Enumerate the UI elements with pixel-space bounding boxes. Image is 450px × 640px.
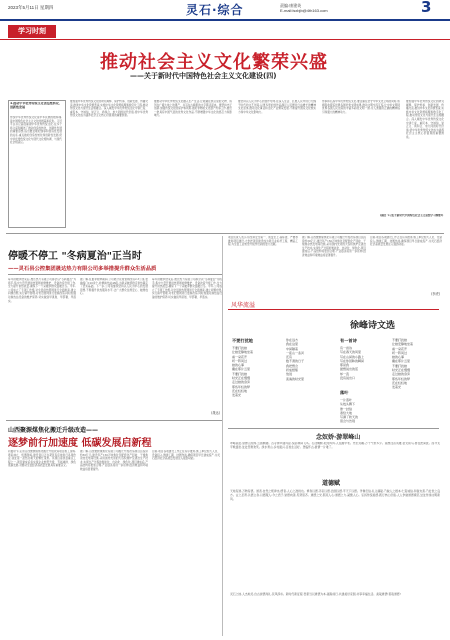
essay3-text: 灵石之地,人杰地灵,自古崇德尚礼,民风淳朴。新时代新征程,吾辈当以道德为本,砥砺前行,共建美好家园,共享幸福生活。美哉道德!善哉道德! (230, 592, 401, 596)
article2-signature: (晟达) (211, 411, 220, 415)
poem2-text: 有一首诗 写在春天的风里 写在山间的小路上 写在你回眸的瞬间 那是我 最想说出的话 却一直 没有说出口 (340, 346, 365, 381)
main-subheadline: ——关于新时代中国特色社会主义文化建设(四) (130, 72, 277, 80)
issue-date: 2023年5月11日 星期四 (8, 5, 54, 10)
main-col-4: 要坚持以人民为中心的创作导向,在深入生活、扎根人民中进行无愧于时代的文艺创造,以更多更好的作品满足人民群众日益增长的精神文化需求,推动文化事业和文化产业繁荣发展,不断提升国家文化软实力和中华文化影响力。 (238, 100, 316, 114)
main-col-5: 传承和弘扬中华优秀传统文化,要注重在坚守中华文化立场的同时,积极吸收借鉴世界各国优秀文明成果,推动文明交流互鉴,让中华文明同世界各国人民创造的丰富多彩的文明一道,为人类提供正确的精神指引和强大的精神动力。 (322, 100, 400, 114)
article3-col-5: 据了解,山西聚源煤焦化有限公司搬迁升级改造项目总投资约30亿元,建设年产150万吨焦化及配套化产回收、干熄焦余热发电等设施,采用国内先进的大容积焦炉及清洁生产技术,实现生产过程的智能化、自动化、绿色化,项目建成后,产品结构将更加合理,产业链条将进一步延伸,经济效益和环境效益将显著提升。 (302, 236, 366, 257)
main-col-2: 要加强中华优秀传统文化的研究阐释、保护传承、创新发展、传播交流,推进中华文化资源普查,实施中华文化资源梳理和数字化工程,推动传统文化与现代生活相融合。深入阐发中华优秀传统文化中讲仁爱、重民本、守诚信、崇正义、尚和合、求大同的时代价值,使中华优秀传统文化成为涵养社会主义核心价值观的重要源泉。 (70, 100, 148, 118)
poem3-text: 一片落叶 从枝头飘下 像一封信 寄给大地 写满了秋天的 思念与告别 (340, 398, 359, 424)
poem2-title: 有一首诗 (340, 338, 357, 343)
article2-divider (6, 420, 222, 421)
main-col-3: 要推动中华优秀传统文化融入生产生活,让收藏在禁宫里的文物、陈列在广阔大地上的遗产、书写在古籍里的文字都活起来。要坚持守正创新,加强传统文化的保护和利用,做好非物质文化遗产传承工作,推出一批具有中国气派的优秀文化作品,不断增强中华文化的感召力和影响力。 (154, 100, 232, 118)
article2-subtitle: ——灵石县公控集团晟达热力有限公司多举措提升群众生活品质 (8, 266, 157, 272)
article3-signature: (李虎) (431, 292, 440, 296)
poem2-continued: 不要打扰她 让她安静地坐着 看一朵花开 听一阵风过 她的心事 藏在那片云里 不要打扰她 时光正在慢慢 走过她的身旁 那些年轻的梦 还在轻轻地 发着光 (392, 338, 414, 390)
essay-title: 念奴娇·游翠峰山 (316, 434, 361, 441)
article3-col-1: 初夏时节,走进山西聚源煤焦化搬迁升级改造项目施工现场,塔吊林立、机器轰鸣,建设者们正在紧张有序地进行各项作业,到处是一派热火朝天的繁忙景象。该项目是我县重点工程之一,项目建成后将实现企业转型升级、节能减排、绿色低碳发展,对推动全县经济高质量发展具有重要意义。 (8, 450, 76, 468)
article2-col-3: 每年供暖季结束后,晟达热力有限公司都会以"冬病夏治"为抓手,集中力量开展供热管网检修维护、设备改造升级工作,全力提升供热质量,确保下一个采暖季群众温暖过冬。今年,公司成立了专项工作组,对全县供热管网进行全面排查,建立问题台账,实行销号管理,对老旧管网进行更换改造,同时加强对换热站设备的维护保养,切实做到早谋划、早部署、早落实。 (152, 278, 222, 299)
lead-box-title: 4.推动中华优秀传统文化创造性转化、创新性发展 (10, 102, 62, 109)
essay2-text: 天地有道,万物有德。道者,自然之规律也;德者,人心之准则也。修身以德,齐家以德,治国以德,平天下以德。孝悌忠信,礼义廉耻,乃做人之根本;仁爱诚信,和谐友善,乃处世之良方。古之圣贤,以德立身,以德服人;今之君子,崇德向善,见贤思齐。道德之光,照亮人心;道德之力,凝聚人心。弘扬传统美德,践行核心价值,人人争做道德模范,处处传递文明新风。 (230, 489, 440, 501)
poem1-title: 不要打扰她 (232, 338, 253, 343)
poem3-title: 落叶 (340, 390, 349, 395)
poem1-continued: 你在远方 我在这里 中间隔着 一座山一条河 还有 数不清的日子 我把想念 折成纸船 放进 流淌的时光里 (286, 338, 305, 381)
poem1-text: 不要打扰她 让她安静地坐着 看一朵花开 听一阵风过 她的心事 藏在那片云里 不要打扰她 时光正在慢慢 走过她的身旁 那些年轻的梦 还在轻轻地 发着光 (232, 346, 254, 398)
article3-col-2: 据了解,山西聚源煤焦化有限公司搬迁升级改造项目总投资约30亿元,建设年产150万吨焦化及配套化产回收、干熄焦余热发电等设施,采用国内先进的大容积焦炉及清洁生产技术,实现生产过程的智能化、自动化、绿色化,项目建成后,产品结构将更加合理,产业链条将进一步延伸,经济效益和环境效益将显著提升。 (80, 450, 148, 471)
poem-divider (228, 428, 439, 429)
article3-col-3: 目前,项目各项建设工作正在有序推进,施工单位加大人员、设备投入,倒排工期、挂图作战,确保项目早日建成投产,为灵石经济社会高质量发展注入强劲动能。 (152, 450, 220, 461)
tag-rule (0, 39, 450, 40)
editor-email: E-mail:lsxbjb@4th163.com (280, 8, 328, 13)
main-headline: 推动社会主义文化繁荣兴盛 (100, 52, 328, 73)
article3-col-6: 目前,项目各项建设工作正在有序推进,施工单位加大人员、设备投入,倒排工期、挂图作战,确保项目早日建成投产,为灵石经济社会高质量发展注入强劲动能。 (370, 236, 442, 247)
lead-box-body: 传统中华优秀传统文化是中华民族的根和魂,是中国特色社会主义文化的根基和底色。习近平总书记高度重视中华优秀传统文化,在多个场合深刻阐述了推动创造性转化、创新性发展的重要思想,指出要处理好继承和创造性发展的关系,重点做好创造性转化和创新性发展,使中华优秀传统文化与现代文化相协调、与现代社会相适应。 (10, 116, 62, 145)
section-divider (6, 233, 444, 234)
column-tag: 学习时刻 (8, 25, 56, 38)
editor-info (280, 3, 328, 13)
header-rule (0, 19, 450, 21)
main-source: (摘自《习近平新时代中国特色社会主义思想学习纲要》) (380, 214, 444, 217)
article3-col-4: 项目负责人表示,将坚持安全第一、质量至上,高标准、严要求推进项目建设,力争把项目建设成为同行业标杆工程、精品工程,为全县工业转型升级作出新的更大贡献。 (228, 236, 298, 247)
poem-collection-title: 徐峰诗文选 (350, 321, 396, 331)
page-number: 3 (421, 0, 432, 16)
essay-text: 翠峰高处,望群山连绵,云霞飘渺。古寺钟声随风起,惊起林间飞鸟。石径蜿蜒,松涛阵阵,人在画中老。凭栏远眺,万千气象多少。遥想往昔英雄,金戈铁马,曾在此间扰。而今太平歌盛世,处处笙歌欢笑。绿水青山,乡村振兴,百姓生活好。登临怀古,豪情一片难了。 (230, 442, 440, 449)
article2-col-2: 据了解,在夏季检修期间,公司累计完成管网改造2.3公里,更换阀门120余个,检修换热站46座,为新采暖季稳定供热奠定了坚实基础。下一步,公司将继续坚持以人民为中心的发展思想,不断提升供热服务水平,让广大群众住得安心、暖得放心。 (80, 278, 148, 296)
article3-subtitle: 逐梦前行加速度 低碳发展启新程 (8, 438, 152, 449)
main-col-6: 要加强中华优秀传统文化的研究阐释、保护传承、创新发展、传播交流,推进中华文化资源普查,实施中华文化资源梳理和数字化工程,推动传统文化与现代生活相融合。深入阐发中华优秀传统文化中讲仁爱、重民本、守诚信、崇正义、尚和合、求大同的时代价值,使中华优秀传统文化成为涵养社会主义核心价值观的重要源泉。 (406, 100, 444, 139)
editor-name: 责编:康建英 (280, 3, 302, 8)
literary-rule (228, 309, 439, 310)
column-divider (222, 236, 223, 636)
article2-rule (8, 274, 222, 275)
article2-title: 停暖不停工 "冬病夏治"正当时 (8, 251, 142, 262)
article3-title: 山西聚源煤焦化搬迁升级改造—— (8, 427, 99, 434)
essay2-title: 道德赋 (322, 480, 341, 487)
section-title: 灵石·综合 (186, 3, 244, 17)
literary-banner: 风华流溢 (231, 302, 256, 309)
article2-col-1: 每年供暖季结束后,晟达热力有限公司都会以"冬病夏治"为抓手,集中力量开展供热管网检修维护、设备改造升级工作,全力提升供热质量,确保下一个采暖季群众温暖过冬。今年,公司成立了专项工作组,对全县供热管网进行全面排查,建立问题台账,实行销号管理,对老旧管网进行更换改造,同时加强对换热站设备的维护保养,切实做到早谋划、早部署、早落实。 (8, 278, 76, 303)
